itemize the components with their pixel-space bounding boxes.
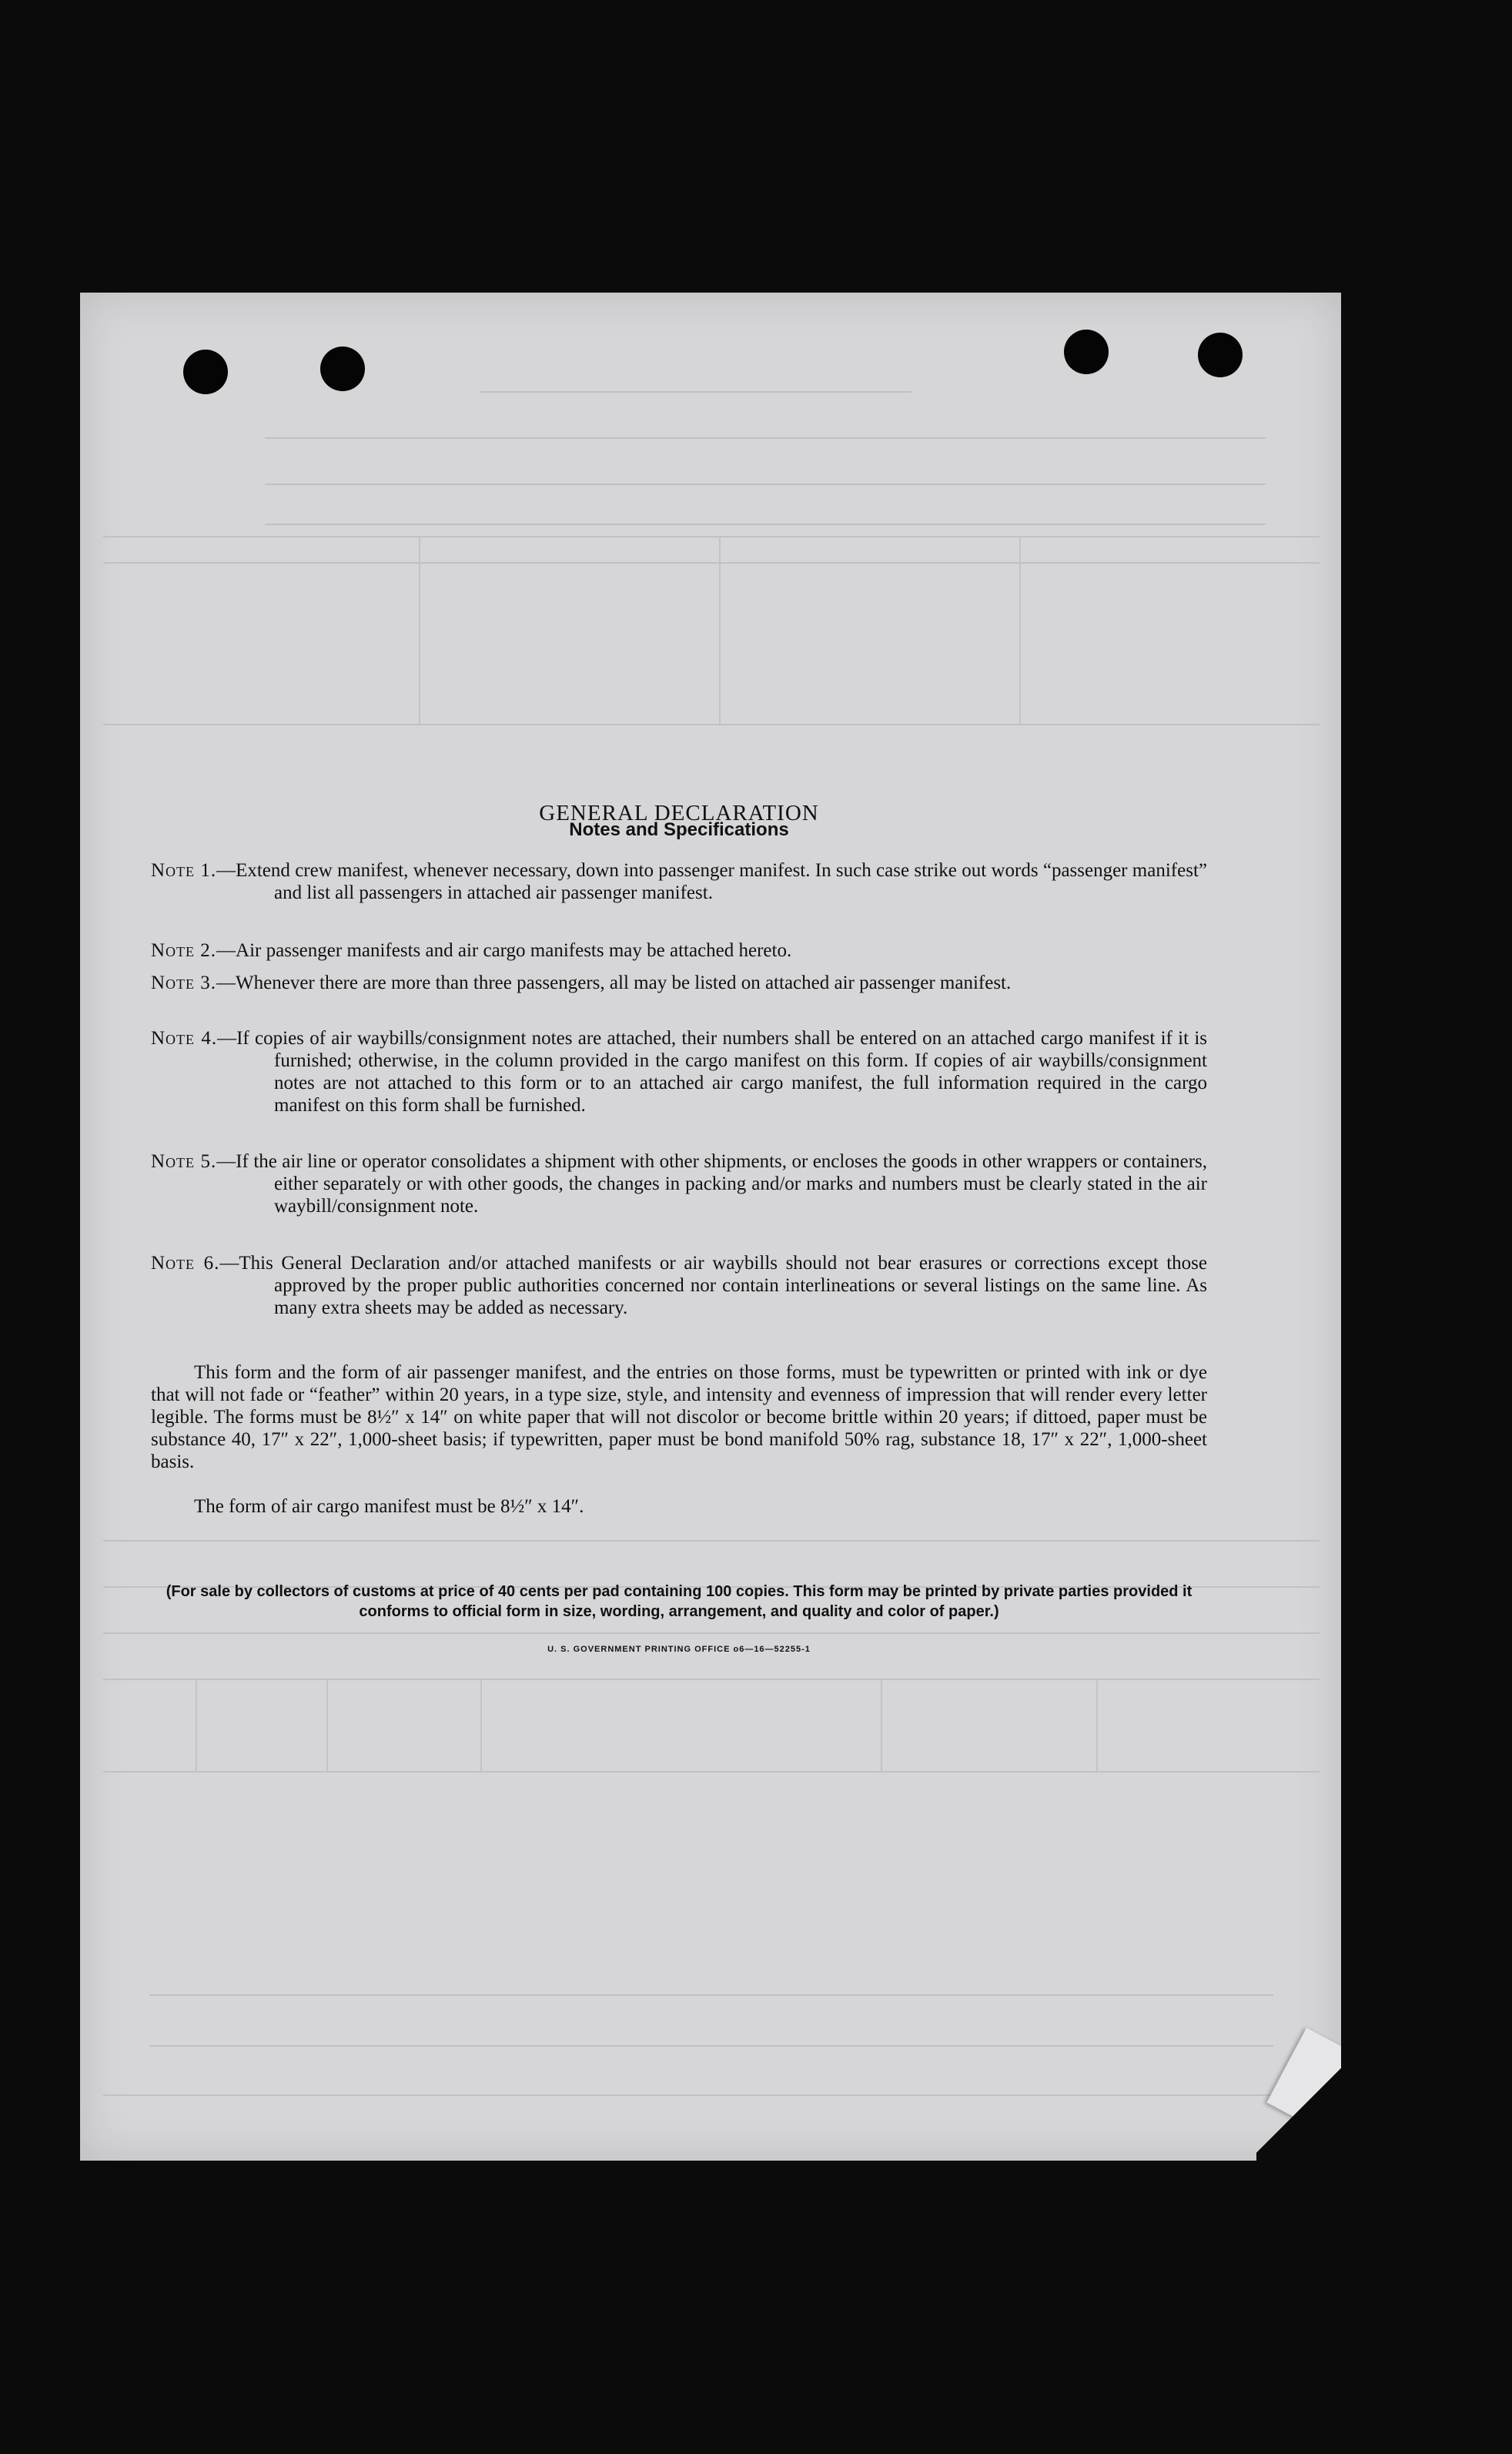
document-title: GENERAL DECLARATION <box>539 801 819 825</box>
folded-corner <box>1266 2027 1341 2131</box>
show-through-line <box>103 1679 1320 1680</box>
show-through-line <box>103 536 1320 537</box>
punch-hole <box>320 347 365 391</box>
show-through-line <box>103 1632 1320 1634</box>
show-through-line <box>149 1994 1273 1996</box>
note-2 <box>151 939 1207 962</box>
show-through-line <box>419 536 420 724</box>
note-label: Note 2. <box>151 940 217 961</box>
note-3 <box>151 972 1207 994</box>
specification-paragraph: This form and the form of air passenger manifest, and the entries on those forms, must be typewritten or printed with ink or dye that will not fade or “feather” within 20 years, in a type size, style, and intensity and evenness of impression that will render every letter legible. The forms must be 8½″ x 14″ on white paper that will not discolor or become brittle within 20 years; if dittoed, paper must be substance 40, 17″ x 22″, 1,000-sheet basis; if typewritten, paper must be bond manifold 50% rag, substance 18, 17″ x 22″, 1,000-sheet basis. <box>151 1362 1207 1472</box>
note-label: Note 5. <box>151 1151 217 1172</box>
note-label: Note 4. <box>151 1028 218 1049</box>
document-subtitle: Notes and Specifications <box>569 819 789 840</box>
note-text: —This General Declaration and/or attached manifests or air waybills should not bear erasures or corrections except those approved by the proper public authorities concerned nor contain interlineations or several listings on the same line. As many extra sheets may be added as necessary. <box>219 1253 1208 1318</box>
show-through-line <box>1019 536 1021 724</box>
punch-hole <box>1064 330 1109 374</box>
show-through-line <box>103 1540 1320 1542</box>
show-through-line <box>103 1771 1320 1773</box>
show-through-line <box>103 562 1320 564</box>
show-through-line <box>265 484 1266 485</box>
show-through-line <box>480 1679 482 1771</box>
show-through-line <box>103 2094 1320 2096</box>
show-through-line <box>149 2045 1273 2047</box>
show-through-line <box>719 536 721 724</box>
note-label: Note 6. <box>151 1253 220 1274</box>
show-through-line <box>103 724 1320 725</box>
note-label: Note 3. <box>151 973 217 993</box>
show-through-line <box>881 1679 882 1771</box>
show-through-line <box>265 437 1266 439</box>
punch-hole <box>1198 333 1243 377</box>
note-text: —Whenever there are more than three passengers, all may be listed on attached air passenger manifest. <box>216 973 1012 993</box>
note-text: —Extend crew manifest, whenever necessary, down into passenger manifest. In such case strike out words “passenger manifest” and list all passengers in attached air passenger manifest. <box>216 860 1207 903</box>
note-text: —If the air line or operator consolidates a shipment with other shipments, or encloses the goods in other wrappers or containers, either separately or with other goods, the changes in packing and/or marks and numbers must be clearly stated in the air waybill/consignment note. <box>216 1151 1207 1217</box>
printer-imprint: U. S. GOVERNMENT PRINTING OFFICE o6—16—52255-1 <box>547 1645 811 1654</box>
note-label: Note 1. <box>151 860 217 881</box>
show-through-line <box>196 1679 197 1771</box>
note-5 <box>151 1150 1207 1217</box>
cargo-form-spec: The form of air cargo manifest must be 8½″ x 14″. <box>194 1496 584 1517</box>
document-sheet <box>80 293 1341 2161</box>
show-through-line <box>265 524 1266 525</box>
note-4 <box>151 1027 1207 1117</box>
sale-notice: (For sale by collectors of customs at price of 40 cents per pad containing 100 copies. This form may be printed by private parties provided it conforms to official form in size, wording, arrangement, and quality and color of paper.) <box>166 1583 1193 1620</box>
note-6 <box>151 1252 1207 1319</box>
show-through-line <box>326 1679 328 1771</box>
note-text: —Air passenger manifests and air cargo manifests may be attached hereto. <box>216 940 792 961</box>
show-through-line <box>480 391 912 393</box>
show-through-line <box>1096 1679 1098 1771</box>
note-text: —If copies of air waybills/consignment notes are attached, their numbers shall be entered on an attached cargo manifest if it is furnished; otherwise, in the column provided in the cargo manifest on this form. If copies of air waybills/consignment notes are not attached to this form or to an attached air cargo manifest, the full information required in the cargo manifest on this form shall be furnished. <box>217 1028 1208 1116</box>
punch-hole <box>183 350 228 394</box>
note-1 <box>151 859 1207 904</box>
